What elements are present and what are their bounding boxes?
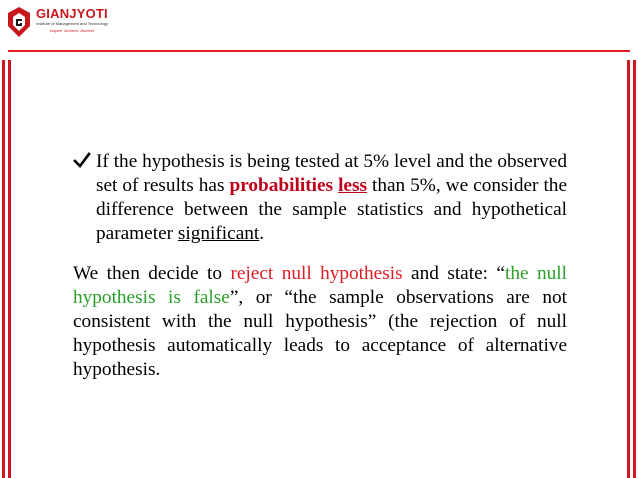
- para-text-mid: and state: “: [402, 263, 505, 284]
- emphasis-reject: reject null hypothesis: [230, 263, 403, 284]
- brand-logo: [6, 4, 126, 44]
- slide-body: [73, 150, 567, 382]
- para-text-end: ”, or “the sample observations are not consistent with the null hypothesis” (the rejection of null hypothesis automatically leads to acceptance of alternative hypothesis.: [73, 287, 567, 380]
- right-border-inner: [627, 60, 630, 478]
- logo-name: GIANJYOTI: [36, 6, 108, 21]
- bullet-text: If the hypothesis is being tested at 5% level and the observed set of results has: [96, 151, 567, 196]
- bullet-period: .: [259, 223, 265, 244]
- left-border-inner: [8, 60, 11, 478]
- bullet-text-cont: than 5%, we consider the difference between the sample statistics and hypothetical parameter: [96, 175, 567, 244]
- logo-subtitle: Institute of Management and Technology: [36, 21, 108, 26]
- emphasis-significant: significant: [177, 223, 260, 244]
- logo-tagline: Inspire. Achieve. Ascend: [50, 28, 94, 33]
- header-divider: [8, 50, 630, 52]
- left-border-outer: [2, 60, 5, 478]
- check-mark-icon: [73, 150, 91, 177]
- emphasis-less: less: [338, 175, 367, 196]
- conclusion-paragraph: [73, 262, 567, 382]
- emphasis-probabilities: probabilities: [229, 175, 334, 196]
- right-border-outer: [633, 60, 636, 478]
- logo-mark-icon: [6, 6, 32, 38]
- bullet-item: [73, 150, 567, 246]
- para-text: We then decide to: [73, 263, 231, 284]
- emphasis-null-false: the null hypothesis is false: [73, 263, 567, 308]
